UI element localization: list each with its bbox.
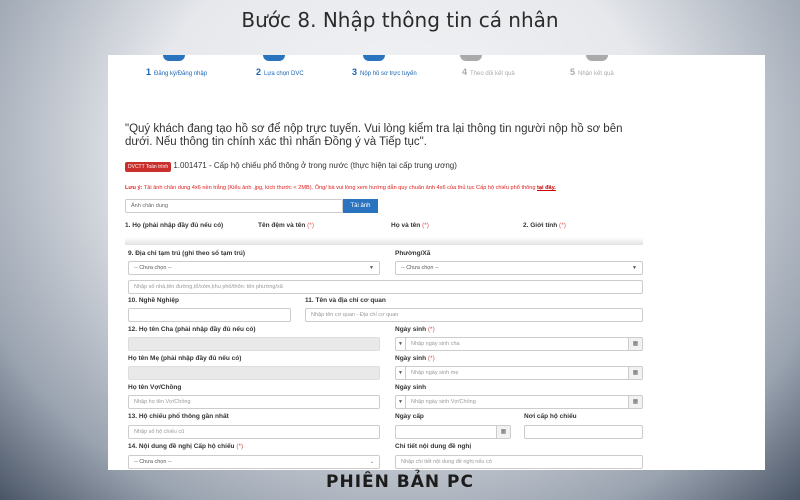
label-ho-ten: Họ và tên (*) — [391, 222, 429, 229]
occupation-input[interactable] — [128, 308, 291, 322]
caret-down-icon: ▼ — [396, 367, 406, 379]
label-phuong: Phường/Xã — [395, 250, 431, 257]
label-vo-chong: Họ tên Vợ/Chồng — [128, 384, 182, 391]
photo-note: Lưu ý: Tải ảnh chân dung 4x6 nền trắng (Kiểu ảnh .jpg, kích thước < 2MB). Ông/ bà vui lòng xem hướng dẫn quy chuẩn ảnh 4x6 của thủ tục Cấp hộ chiếu phổ thông tại đây. — [125, 185, 556, 191]
photo-input[interactable]: Ảnh chân dung — [125, 199, 343, 213]
label-me: Họ tên Mẹ (phải nhập đầy đủ nếu có) — [128, 355, 242, 362]
intro-text: "Quý khách đang tạo hồ sơ để nộp trực tuyến. Vui lòng kiểm tra lại thông tin người nộp hồ sơ bên dưới. Nếu thông tin chính xác thì nhấn Đồng ý và Tiếp tục". — [125, 123, 623, 148]
step-2: 2 Lựa chọn DVC — [256, 67, 304, 77]
label-noi-dung: 14. Nội dung đề nghị Cấp hộ chiếu (*) — [128, 443, 244, 450]
old-passport-input[interactable]: Nhập số hộ chiếu cũ — [128, 425, 380, 439]
form-panel — [108, 55, 765, 470]
label-noi-cap: Nơi cấp hộ chiếu — [524, 413, 577, 420]
blurred-fields — [125, 237, 643, 245]
step-marker — [263, 55, 285, 61]
step-5: 5 Nhận kết quả — [570, 67, 614, 77]
label-ho-chieu: 13. Hộ chiếu phổ thông gần nhất — [128, 413, 229, 420]
label-ten-dem: Tên đệm và tên (*) — [258, 222, 314, 229]
spouse-name-input[interactable]: Nhập họ tên Vợ/Chồng — [128, 395, 380, 409]
father-name-input[interactable] — [128, 337, 380, 351]
label-ngay-sinh-me: Ngày sinh (*) — [395, 355, 435, 362]
father-dob-input[interactable]: ▼ Nhập ngày sinh cha ▦ — [395, 337, 643, 351]
label-nghe-nghiep: 10. Nghề Nghiệp — [128, 297, 179, 304]
caret-down-icon: ▼ — [396, 338, 406, 350]
label-chi-tiet: Chi tiết nội dung đề nghị — [395, 443, 472, 450]
chevron-down-icon: ⌄ — [369, 459, 374, 465]
workplace-input[interactable]: Nhập tên cơ quan - Địa chỉ cơ quan — [305, 308, 643, 322]
service-badge: DVCTT Toàn trình — [125, 162, 171, 172]
label-ngay-sinh-vc: Ngày sinh — [395, 384, 427, 391]
caret-down-icon: ▼ — [369, 265, 374, 271]
address-detail-input[interactable]: Nhập số nhà,tên đường,tổ/xóm,khu phố/thôn: tên phường/xã — [128, 280, 643, 294]
step-marker — [460, 55, 482, 61]
request-detail-input[interactable]: Nhập chi tiết nội dung đề nghị nếu có — [395, 455, 643, 469]
label-ngay-cap: Ngày cấp — [395, 413, 424, 420]
mother-dob-input[interactable]: ▼ Nhập ngày sinh mẹ ▦ — [395, 366, 643, 380]
step-1: 1 Đăng ký/Đăng nhập — [146, 67, 208, 77]
calendar-icon[interactable]: ▦ — [496, 426, 510, 438]
calendar-icon[interactable]: ▦ — [628, 367, 642, 379]
caret-down-icon: ▼ — [396, 396, 406, 408]
label-ngay-sinh-cha: Ngày sinh (*) — [395, 326, 435, 333]
label-gioi-tinh: 2. Giới tính (*) — [523, 222, 566, 229]
label-ho: 1. Họ (phải nhập đầy đủ nếu có) — [125, 222, 224, 229]
step-marker — [363, 55, 385, 61]
step-3: 3 Nộp hồ sơ trực tuyến — [352, 67, 417, 77]
page-title: Bước 8. Nhập thông tin cá nhân — [241, 8, 559, 32]
service-title — [125, 161, 457, 170]
issue-place-input[interactable] — [524, 425, 643, 439]
label-cha: 12. Họ tên Cha (phải nhập đầy đủ nếu có) — [128, 326, 256, 333]
calendar-icon[interactable]: ▦ — [628, 338, 642, 350]
issue-date-input[interactable] — [395, 425, 511, 439]
step-marker — [586, 55, 608, 61]
address-select[interactable]: -- Chưa chọn -- ▼ — [128, 261, 380, 275]
caret-down-icon: ▼ — [632, 265, 637, 271]
label-dia-chi: 9. Địa chỉ tạm trú (ghi theo sổ tạm trú) — [128, 250, 246, 257]
mother-name-input[interactable] — [128, 366, 380, 380]
ward-select[interactable]: -- Chưa chọn -- ▼ — [395, 261, 643, 275]
step-marker — [163, 55, 185, 61]
calendar-icon[interactable]: ▦ — [628, 396, 642, 408]
footer-caption: PHIÊN BẢN PC — [326, 472, 474, 492]
guide-link[interactable]: tại đây. — [537, 185, 556, 191]
service-name: 1.001471 - Cấp hộ chiếu phổ thông ở trong nước (thực hiện tại cấp trung ương) — [173, 161, 457, 170]
upload-photo-button[interactable]: Tải ảnh — [343, 199, 378, 213]
label-co-quan: 11. Tên và địa chỉ cơ quan — [305, 297, 386, 304]
step-4: 4 Theo dõi kết quả — [462, 67, 515, 77]
request-content-select[interactable]: -- Chưa chọn -- ⌄ — [128, 455, 380, 469]
spouse-dob-input[interactable]: ▼ Nhập ngày sinh Vợ/Chồng ▦ — [395, 395, 643, 409]
